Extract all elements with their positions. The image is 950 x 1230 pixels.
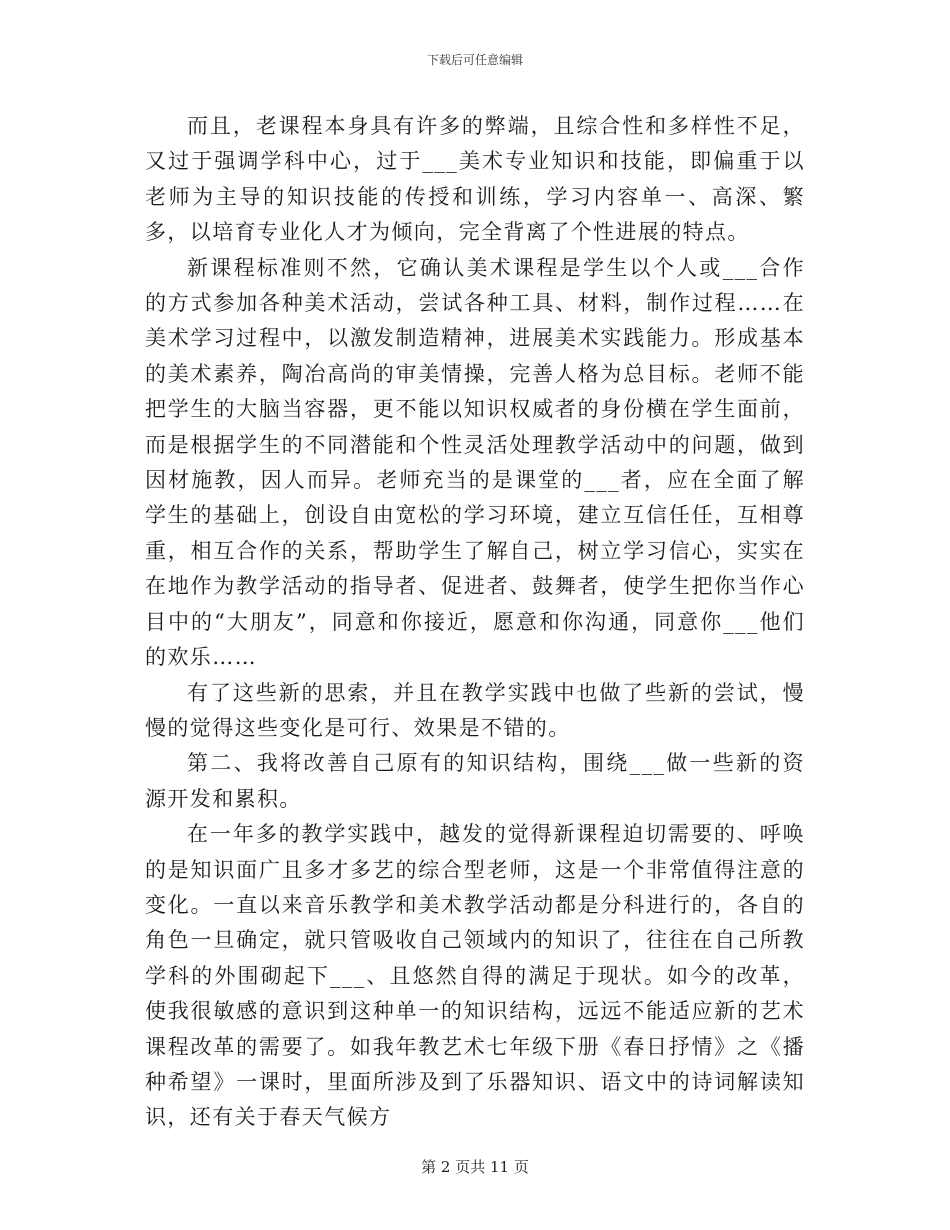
paragraph-5: 在一年多的教学实践中，越发的觉得新课程迫切需要的、呼唤的是知识面广且多才多艺的综合型老师，这是一个非常值得注意的变化。一直以来音乐教学和美术教学活动都是分科进行的，各自的角色一旦确定，就只管吸收自己领域内的知识了，往往在自己所教学科的外围砌起下___、且悠然自得的满足于现状。如今的改革，使我很敏感的意识到这种单一的知识结构，远远不能适应新的艺术课程改革的需要了。如我年教艺术七年级下册《春日抒情》之《播种希望》一课时，里面所涉及到了乐器知识、语文中的诗词解读知识，还有关于春天气候方 xyxy=(145,822,805,1130)
page-header-note: 下载后可任意编辑 xyxy=(426,53,523,67)
document-body xyxy=(145,109,805,1136)
page-number-footer: 第 2 页共 11 页 xyxy=(421,1158,529,1176)
paragraph-1: 而且，老课程本身具有许多的弊端，且综合性和多样性不足，又过于强调学科中心，过于___美术专业知识和技能，即偏重于以老师为主导的知识技能的传授和训练，学习内容单一、高深、繁多，以培育专业化人才为倾向，完全背离了个性进展的特点。 xyxy=(145,114,805,245)
paragraph-4: 第二、我将改善自己原有的知识结构，围绕___做一些新的资源开发和累积。 xyxy=(145,751,805,811)
paragraph-3: 有了这些新的思索，并且在教学实践中也做了些新的尝试，慢慢的觉得这些变化是可行、效果是不错的。 xyxy=(145,680,805,740)
paragraph-2: 新课程标准则不然，它确认美术课程是学生以个人或___合作的方式参加各种美术活动，尝试各种工具、材料，制作过程……在美术学习过程中，以激发制造精神，进展美术实践能力。形成基本的美术素养，陶冶高尚的审美情操，完善人格为总目标。老师不能把学生的大脑当容器，更不能以知识权威者的身份横在学生面前，而是根据学生的不同潜能和个性灵活处理教学活动中的问题，做到因材施教，因人而异。老师充当的是课堂的___者，应在全面了解学生的基础上，创设自由宽松的学习环境，建立互信任任，互相尊重，相互合作的关系，帮助学生了解自己，树立学习信心，实实在在地作为教学活动的指导者、促进者、鼓舞者，使学生把你当作心目中的“大朋友”，同意和你接近，愿意和你沟通，同意你___他们的欢乐…… xyxy=(145,255,805,670)
